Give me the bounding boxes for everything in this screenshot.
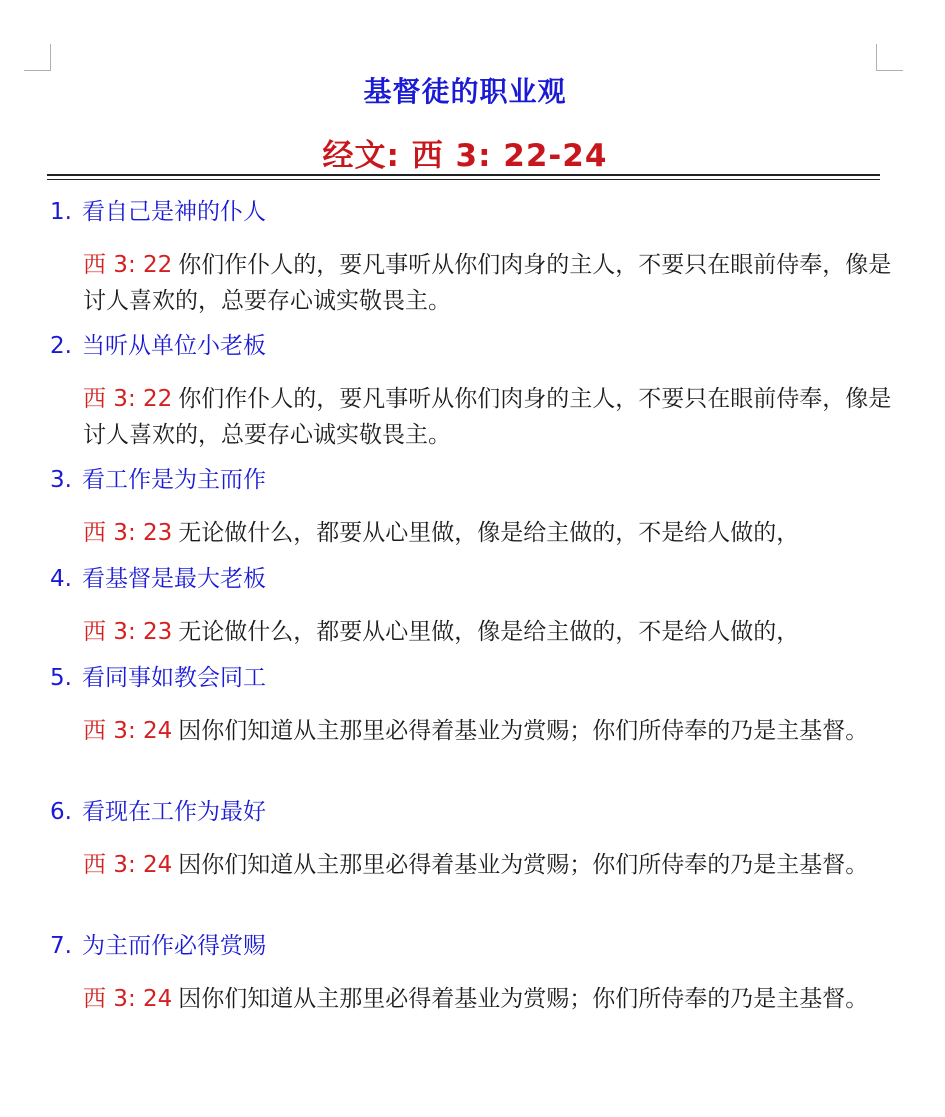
point-number: 7. xyxy=(50,933,72,959)
point-title: 当听从单位小老板 xyxy=(82,333,266,359)
verse-reference: 西 3: 23 xyxy=(83,520,173,546)
point-number: 6. xyxy=(50,799,72,825)
point-heading xyxy=(50,197,890,227)
verse-reference: 西 3: 24 xyxy=(83,852,173,878)
verse-reference: 西 3: 24 xyxy=(83,986,173,1012)
point-heading xyxy=(50,663,890,693)
crop-mark-top-right xyxy=(876,44,903,71)
verse-reference: 西 3: 23 xyxy=(83,619,173,645)
verse-body: 你们作仆人的，要凡事听从你们肉身的主人，不要只在眼前侍奉，像是讨人喜欢的，总要存心诚实敬畏主。 xyxy=(83,386,892,448)
verse-body: 无论做什么，都要从心里做，像是给主做的，不是给人做的， xyxy=(178,619,800,645)
verse-text xyxy=(83,381,893,453)
verse-text xyxy=(83,847,893,883)
point-section xyxy=(50,197,890,319)
document-title: 基督徒的职业观 xyxy=(363,75,567,108)
point-section xyxy=(50,797,890,883)
point-section xyxy=(50,564,890,650)
point-title: 看工作是为主而作 xyxy=(82,467,266,493)
verse-text xyxy=(83,614,893,650)
point-title: 看同事如教会同工 xyxy=(82,665,266,691)
point-heading xyxy=(50,465,890,495)
title-divider xyxy=(47,174,880,180)
verse-reference: 西 3: 22 xyxy=(83,252,173,278)
scripture-reference: 经文: 西 3: 22-24 xyxy=(322,138,608,174)
verse-body: 你们作仆人的，要凡事听从你们肉身的主人，不要只在眼前侍奉，像是讨人喜欢的，总要存心诚实敬畏主。 xyxy=(83,252,892,314)
point-number: 2. xyxy=(50,333,72,359)
point-section xyxy=(50,331,890,453)
point-heading xyxy=(50,331,890,361)
point-number: 4. xyxy=(50,566,72,592)
verse-text xyxy=(83,247,893,319)
verse-text xyxy=(83,515,893,551)
point-heading xyxy=(50,564,890,594)
verse-text xyxy=(83,981,893,1017)
verse-reference: 西 3: 24 xyxy=(83,718,173,744)
verse-body: 因你们知道从主那里必得着基业为赏赐；你们所侍奉的乃是主基督。 xyxy=(178,852,869,878)
point-number: 3. xyxy=(50,467,72,493)
point-section xyxy=(50,465,890,551)
verse-body: 无论做什么，都要从心里做，像是给主做的，不是给人做的， xyxy=(178,520,800,546)
point-section xyxy=(50,663,890,749)
point-title: 看自己是神的仆人 xyxy=(82,199,266,225)
point-title: 看基督是最大老板 xyxy=(82,566,266,592)
point-title: 为主而作必得赏赐 xyxy=(82,933,266,959)
verse-text xyxy=(83,713,893,749)
point-heading xyxy=(50,797,890,827)
verse-reference: 西 3: 22 xyxy=(83,386,173,412)
verse-body: 因你们知道从主那里必得着基业为赏赐；你们所侍奉的乃是主基督。 xyxy=(178,986,869,1012)
point-heading xyxy=(50,931,890,961)
crop-mark-top-left xyxy=(24,44,51,71)
point-title: 看现在工作为最好 xyxy=(82,799,266,825)
point-number: 1. xyxy=(50,199,72,225)
point-section xyxy=(50,931,890,1017)
point-number: 5. xyxy=(50,665,72,691)
verse-body: 因你们知道从主那里必得着基业为赏赐；你们所侍奉的乃是主基督。 xyxy=(178,718,869,744)
